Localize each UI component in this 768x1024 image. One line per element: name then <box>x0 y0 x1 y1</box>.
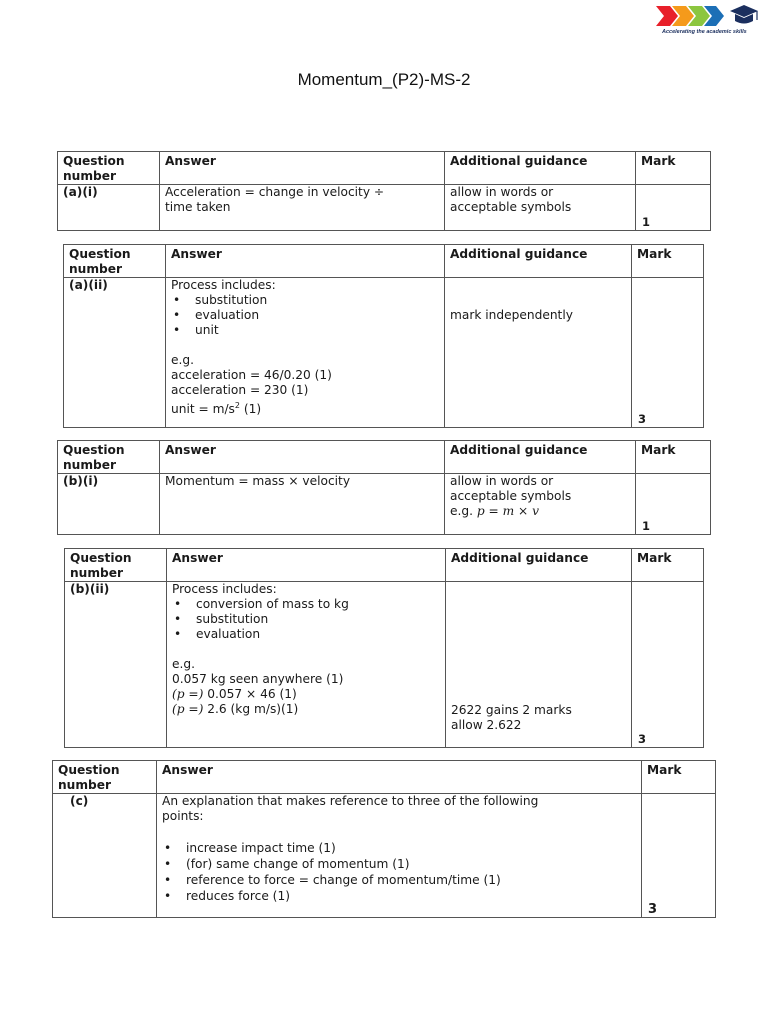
unit-line: unit = $m/s^2$ (1) <box>171 401 262 417</box>
guidance-line: allow 2.622 <box>451 718 522 732</box>
markscheme-table-b-i <box>57 440 711 535</box>
mark-value: 3 <box>638 732 647 746</box>
list-item: • conversion of mass to kg <box>172 597 440 612</box>
working-line: acceleration = 230 (1) <box>171 383 309 397</box>
example-label: e.g. <box>172 657 195 671</box>
list-item: • increase impact time (1) <box>162 840 636 856</box>
question-number: (c) <box>53 794 157 918</box>
header-mark: Mark <box>632 549 704 582</box>
mark-value: 1 <box>642 519 651 533</box>
table-row <box>65 582 704 748</box>
header-mark: Mark <box>636 441 711 474</box>
header-answer: Answer <box>160 152 445 185</box>
question-number: (a)(i) <box>58 185 160 231</box>
header-answer: Answer <box>160 441 445 474</box>
working-line: acceleration = 46/0.20 (1) <box>171 368 332 382</box>
header-question-number: Question number <box>64 245 166 278</box>
momentum-formula: p = m × v <box>476 504 540 518</box>
mark-value: 3 <box>648 902 658 917</box>
list-item: • substitution <box>171 293 439 308</box>
bullet-list <box>162 840 636 904</box>
bullet-list <box>171 293 439 338</box>
guidance-line: acceptable symbols <box>450 200 572 214</box>
markscheme-table-a-ii <box>63 244 704 428</box>
answer-line: Acceleration = change in velocity ÷ <box>165 185 385 199</box>
guidance-cell <box>445 474 636 535</box>
list-item: • evaluation <box>171 308 439 323</box>
working-line: (p =) 0.057 × 46 (1) <box>172 687 297 701</box>
list-item: • reference to force = change of momentum/time (1) <box>162 872 636 888</box>
header-guidance: Additional guidance <box>445 441 636 474</box>
question-number: (a)(ii) <box>64 278 166 428</box>
table-row <box>58 185 711 231</box>
list-item: • (for) same change of momentum (1) <box>162 856 636 872</box>
guidance-cell <box>446 582 632 748</box>
question-number: (b)(ii) <box>65 582 167 748</box>
list-item: • evaluation <box>172 627 440 642</box>
page-title: Momentum_(P2)-MS-2 <box>297 70 471 89</box>
answer-cell <box>157 794 642 918</box>
answer-cell <box>166 278 445 428</box>
guidance-line: 2622 gains 2 marks <box>451 703 572 717</box>
answer-intro: Process includes: <box>171 278 276 292</box>
mark-cell <box>632 278 704 428</box>
answer-cell <box>167 582 446 748</box>
mark-cell <box>636 474 711 535</box>
answer-cell: Momentum = mass × velocity <box>160 474 445 535</box>
header-mark: Mark <box>636 152 711 185</box>
header-guidance: Additional guidance <box>446 549 632 582</box>
question-number: (b)(i) <box>58 474 160 535</box>
guidance-line: allow in words or <box>450 185 554 199</box>
example-label: e.g. <box>171 353 194 367</box>
logo-tagline: Accelerating the academic skills <box>662 29 747 35</box>
markscheme-table-b-ii <box>64 548 704 748</box>
list-item: • reduces force (1) <box>162 888 636 904</box>
header-answer: Answer <box>166 245 445 278</box>
guidance-formula-line: e.g. p = m × v <box>450 504 540 518</box>
guidance-line: acceptable symbols <box>450 489 572 503</box>
header-answer: Answer <box>167 549 446 582</box>
answer-intro: Process includes: <box>172 582 277 596</box>
header-question-number: Question number <box>65 549 167 582</box>
working-line: 0.057 kg seen anywhere (1) <box>172 672 344 686</box>
table-header-row <box>64 245 704 278</box>
table-header-row <box>58 441 711 474</box>
mark-value: 1 <box>642 215 651 229</box>
header-guidance: Additional guidance <box>445 152 636 185</box>
mark-cell <box>642 794 716 918</box>
mark-cell <box>632 582 704 748</box>
answer-cell <box>160 185 445 231</box>
table-row <box>58 474 711 535</box>
list-item: • substitution <box>172 612 440 627</box>
answer-intro: An explanation that makes reference to three of the following <box>162 794 539 808</box>
mark-cell <box>636 185 711 231</box>
mark-value: 3 <box>638 412 647 426</box>
markscheme-table-c <box>52 760 716 918</box>
guidance-cell <box>445 185 636 231</box>
table-header-row <box>58 152 711 185</box>
working-line: (p =) 2.6 (kg m/s)(1) <box>172 702 299 716</box>
guidance-cell <box>445 278 632 428</box>
table-row <box>53 794 716 918</box>
logo <box>656 2 762 42</box>
bullet-list <box>172 597 440 642</box>
answer-line: time taken <box>165 200 231 214</box>
list-item: • unit <box>171 323 439 338</box>
table-header-row <box>65 549 704 582</box>
header-question-number: Question number <box>53 761 157 794</box>
header-mark: Mark <box>632 245 704 278</box>
guidance-line: allow in words or <box>450 474 554 488</box>
header-mark: Mark <box>642 761 716 794</box>
answer-intro: points: <box>162 809 204 823</box>
header-question-number: Question number <box>58 152 160 185</box>
header-guidance: Additional guidance <box>445 245 632 278</box>
guidance-line: mark independently <box>450 308 573 322</box>
table-header-row <box>53 761 716 794</box>
markscheme-table-a-i <box>57 151 711 231</box>
header-answer: Answer <box>157 761 642 794</box>
table-row <box>64 278 704 428</box>
graduation-cap-icon <box>730 5 758 24</box>
header-question-number: Question number <box>58 441 160 474</box>
